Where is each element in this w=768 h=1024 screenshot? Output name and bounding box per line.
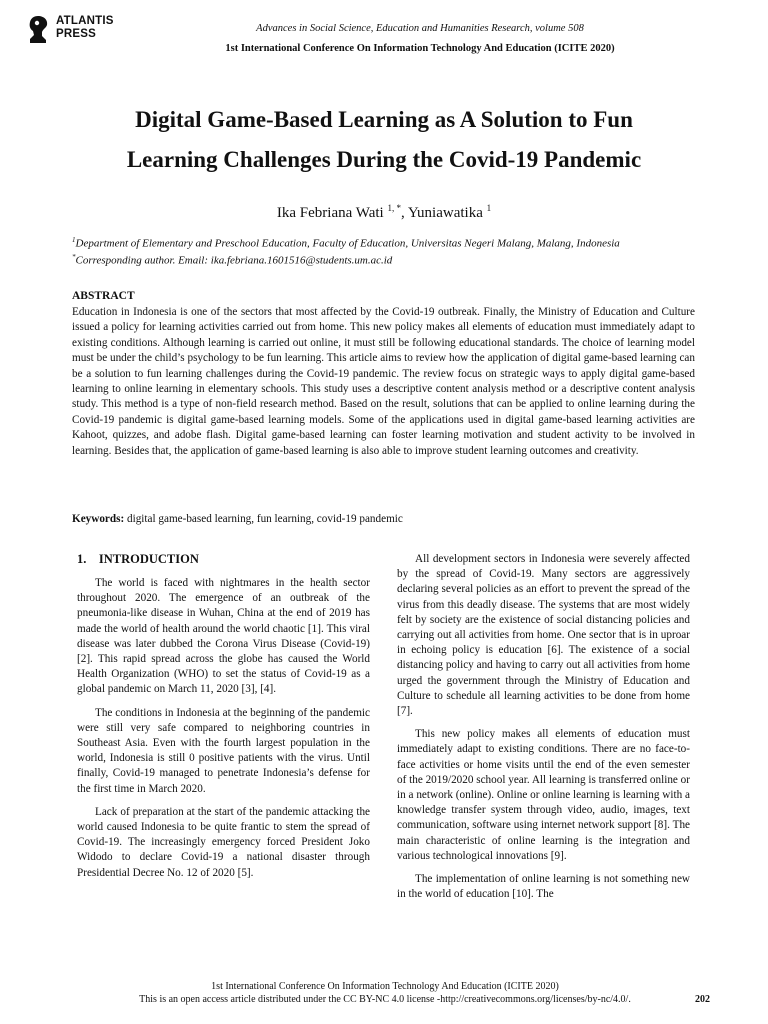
section-heading: 1. INTRODUCTION [77,552,199,566]
author-separator: , [400,205,408,221]
corresponding-author [72,251,696,268]
keywords-text: digital game-based learning, fun learning, covid-19 pandemic [124,513,403,525]
paragraph: Lack of preparation at the start of the pandemic attacking the world caused Indonesia to be quite frantic to stem the spread of Covid-19. The increasingly emergency forced President Joko Widodo to declare Covid-19 a national disaster through Presidential Decree No. 12 of 2020 [5]. [77,805,370,879]
page-number: 202 [695,994,710,1005]
authors [60,198,708,223]
page-footer [40,980,730,1006]
paragraph: The conditions in Indonesia at the beginning of the pandemic were still very safe compared to neighboring countries in Southeast Asia. Even with the fourth largest population in the world, Indonesia is still 0 positive patients with the virus. Until finally, Covid-19 managed to penetrate Indonesia’s defense for the first time in March 2020. [77,706,370,795]
paragraph: All development sectors in Indonesia were severely affected by the spread of Covid-19. Many sectors are aggressively declaring several policies as an effort to prevent the spread of the virus from this deadly disease. The systems that are most widely felt by society are the existence of social distancing policies and carrying out all activities from home. One sector that is in uproar in echoing policy is education [6]. The existence of a social distancing policy and having to carry out all activities from home urged the government through the Ministry of Education and Culture to schedule all learning activities to be done from home [7]. [397,553,690,718]
affiliations [72,234,696,268]
author-1-affiliation-mark: 1, * [387,203,401,213]
affiliation-1-mark: 1 [72,236,76,244]
footer-license: This is an open access article distributed under the CC BY-NC 4.0 license -http://creativecommons.org/licenses/by-nc/4.0/. [139,994,631,1005]
author-1: Ika Febriana Wati [276,205,384,221]
affiliation-1-text: Department of Elementary and Preschool Education, Faculty of Education, Universitas Negeri Malang, Malang, Indonesia [75,237,620,250]
author-2-affiliation-mark: 1 [486,203,492,213]
abstract-text: Education in Indonesia is one of the sectors that most affected by the Covid-19 outbreak. Finally, the Ministry of Education and Culture issued a policy for learning activities carried out from home. This new policy makes all elements of education must immediately adapt to existing conditions. Although learning is carried out online, it must still be following educational standards. The choice of learning model must be under the child’s psychology to be fun learning. This article aims to review how the application of digital game-based learning can be a solution to fun learning challenges during the Covid-19 pandemic. The review focus on strategic ways to apply digital game-based learning to online learning in elementary schools. This study uses a descriptive content analysis method or a descriptive content analysis study. This method is a type of non-field research method. Based on the result, solutions that can be applied to online learning during the Covid-19 pandemic is digital game-based learning models. Some of the applications used in digital game-based learning activities are Kahoot, quizzes, and adobe flash. Digital game-based learning can foster learning motivation and student activity to be involved in learning. Besides that, the application of game-based learning is also able to improve student learning outcomes and creativity. [72,306,695,457]
conference-name: 1st International Conference On Information Technology And Education (ICITE 2020) [225,43,615,54]
corresponding-mark: * [72,253,76,262]
abstract-heading: ABSTRACT [72,290,135,302]
paper-title [60,100,708,180]
running-header [120,22,720,56]
title-line-1: Digital Game-Based Learning as A Solution to Fun [135,107,633,132]
keywords [72,512,695,527]
title-line-2: Learning Challenges During the Covid-19 Pandemic [126,147,642,172]
corresponding-text: Corresponding author. Email: ika.febriana.1601516@students.um.ac.id [75,254,393,267]
logo-line-1: ATLANTIS [56,15,114,27]
paragraph: The world is faced with nightmares in the health sector throughout 2020. The emergence of an outbreak of the pneumonia-like disease in Wuhan, China at the end of 2019 has made the world of health around the world chaotic [1]. This viral disease was later dubbed the Corona Virus Disease (Covid-19) [2]. This rapid spread across the globe has caused the World Health Organization (WHO) to set the status of Covid-19 as a global pandemic on March 11, 2020 [3], [4]. [77,577,370,696]
journal-name: Advances in Social Science, Education and Humanities Research, volume 508 [256,23,584,34]
paragraph: This new policy makes all elements of education must immediately adapt to existing conditions. There are no face-to-face activities or home visits until the end of the even semester of the 2019/2020 school year. All learning is transferred online or in a network (online). Online or online learning is learning with a knowledge transfer system through video, audio, images, text communication, software using internet network support [8]. The main characteristic of online learning is the integration and various technological innovations [9]. [397,728,690,862]
footer-conference: 1st International Conference On Information Technology And Education (ICITE 2020) [211,981,559,992]
right-column [397,552,690,910]
keywords-label: Keywords: [72,513,125,525]
publisher-logo [24,12,124,46]
paragraph: The implementation of online learning is not something new in the world of education [10]. The [397,873,690,901]
thinker-icon [24,14,52,44]
logo-line-2: PRESS [56,28,96,40]
left-column [77,551,370,889]
affiliation-1 [72,234,696,251]
author-2: Yuniawatika [407,205,483,221]
